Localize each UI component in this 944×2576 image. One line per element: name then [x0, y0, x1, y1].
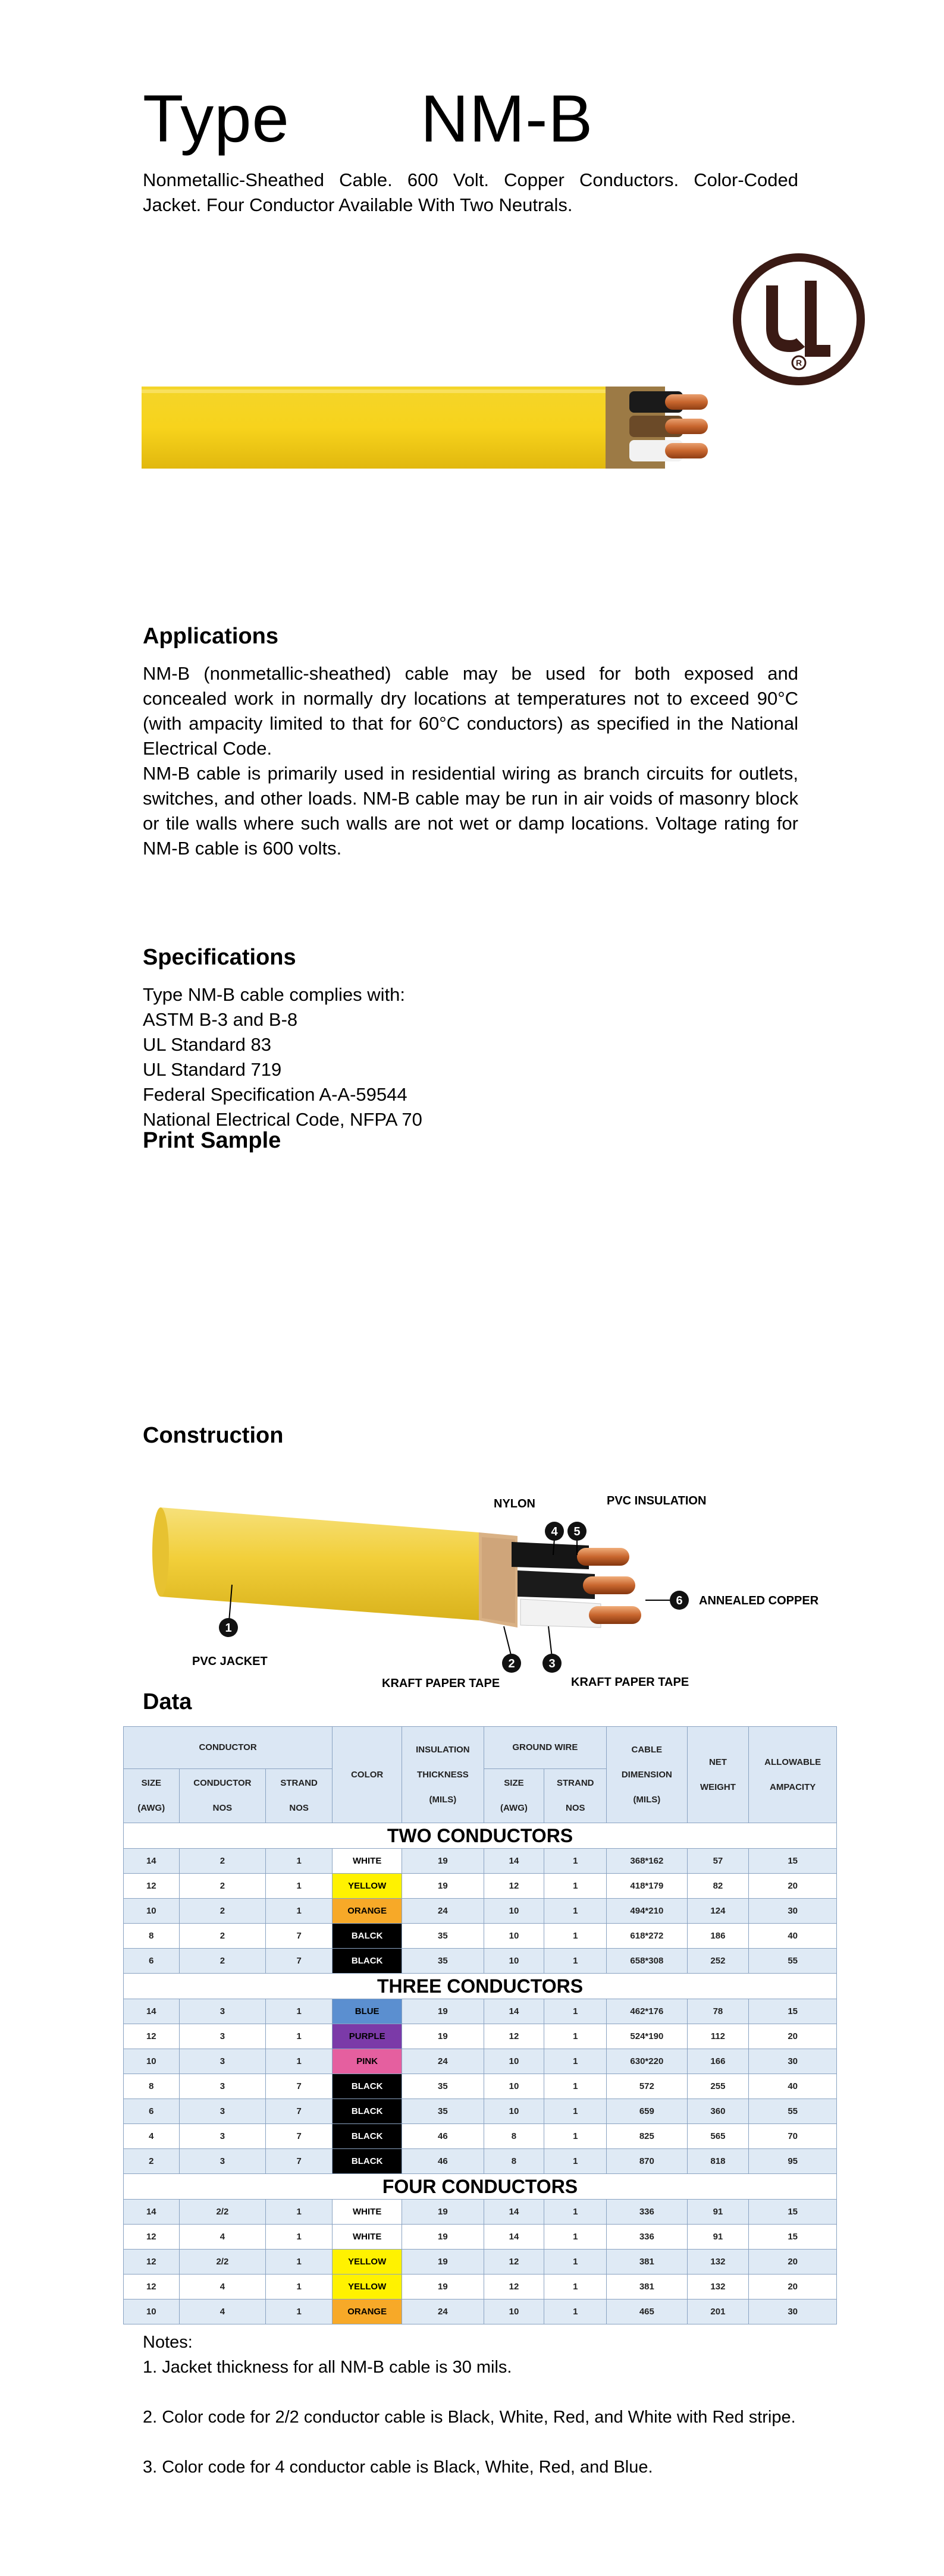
cell-nos: 2 [179, 1849, 266, 1874]
applications-paragraph-2: NM-B cable is primarily used in residential wiring as branch circuits for outlets, switches, and other loads. NM-B cable may be run in air voids of masonry block or tile walls where such walls are not wet or damp locations. Voltage rating for NM-B cable is 600 volts. [143, 763, 798, 859]
cell-weight: 91 [687, 2200, 749, 2225]
cell-g-strand: 1 [544, 2299, 607, 2324]
header-strand [266, 1769, 333, 1823]
cell-g-size: 14 [484, 1999, 544, 2024]
print-sample-heading: Print Sample [143, 1128, 281, 1153]
callout-6-number: 6 [676, 1594, 683, 1607]
cell-weight: 186 [687, 1924, 749, 1949]
cell-size: 12 [124, 2225, 180, 2250]
cell-nos: 2 [179, 1874, 266, 1899]
header-amp-line: ALLOWABLE [764, 1757, 821, 1767]
cell-strand: 1 [266, 1999, 333, 2024]
header-conductor: CONDUCTOR [124, 1727, 333, 1769]
cell-strand: 7 [266, 2124, 333, 2149]
cable-illustration [142, 369, 713, 470]
cell-weight: 57 [687, 1849, 749, 1874]
header-gstrand-line: NOS [566, 1803, 585, 1813]
cell-nos: 3 [179, 2049, 266, 2074]
callout-1 [219, 1618, 238, 1637]
color-swatch: PINK [333, 2049, 402, 2074]
cell-g-size: 10 [484, 2074, 544, 2099]
cell-strand: 7 [266, 2099, 333, 2124]
cell-strand: 1 [266, 2275, 333, 2299]
note-item: 2. Color code for 2/2 conductor cable is Black, White, Red, and White with Red stripe. [143, 2408, 796, 2427]
applications-heading: Applications [143, 624, 279, 649]
cell-g-size: 12 [484, 1874, 544, 1899]
color-swatch: BLUE [333, 1999, 402, 2024]
cell-dim: 336 [607, 2225, 687, 2250]
table-row [124, 1899, 837, 1924]
cell-ins: 19 [402, 2024, 484, 2049]
cell-strand: 1 [266, 2049, 333, 2074]
cell-g-size: 14 [484, 1849, 544, 1874]
header-size-line: SIZE [141, 1778, 161, 1788]
cell-strand: 1 [266, 2200, 333, 2225]
cell-nos: 2 [179, 1899, 266, 1924]
header-gsize-line: (AWG) [500, 1803, 528, 1813]
table-row [124, 2049, 837, 2074]
color-swatch: PURPLE [333, 2024, 402, 2049]
cell-amp: 15 [749, 1999, 837, 2024]
cell-dim: 658*308 [607, 1949, 687, 1974]
cell-ins: 46 [402, 2124, 484, 2149]
table-row [124, 1849, 837, 1874]
cell-size: 12 [124, 1874, 180, 1899]
label-annealed-copper: ANNEALED COPPER [699, 1594, 819, 1607]
cell-weight: 82 [687, 1874, 749, 1899]
header-net-line: WEIGHT [700, 1782, 736, 1792]
cell-g-strand: 1 [544, 1874, 607, 1899]
page-title [143, 80, 594, 158]
cell-nos: 3 [179, 2124, 266, 2149]
cell-amp: 40 [749, 1924, 837, 1949]
cell-ins: 35 [402, 2074, 484, 2099]
specifications-heading: Specifications [143, 945, 296, 970]
cell-g-strand: 1 [544, 2049, 607, 2074]
cell-strand: 7 [266, 2149, 333, 2174]
label-pvc-insulation: PVC INSULATION [607, 1494, 707, 1507]
spec-line: Federal Specification A-A-59544 [143, 1084, 407, 1105]
callout-2-number: 2 [508, 1657, 515, 1670]
cell-size: 8 [124, 1924, 180, 1949]
header-insulation-line: INSULATION [416, 1744, 470, 1755]
cell-g-strand: 1 [544, 2250, 607, 2275]
header-cable-line: CABLE [631, 1744, 663, 1755]
color-swatch: YELLOW [333, 2275, 402, 2299]
cell-dim: 381 [607, 2250, 687, 2275]
callout-4 [545, 1522, 564, 1541]
table-row [124, 2250, 837, 2275]
cell-weight: 124 [687, 1899, 749, 1924]
cell-amp: 30 [749, 1899, 837, 1924]
data-table-body [124, 1823, 837, 2324]
table-row [124, 1999, 837, 2024]
table-row [124, 2149, 837, 2174]
spec-line: UL Standard 719 [143, 1059, 282, 1080]
cell-amp: 15 [749, 2225, 837, 2250]
applications-text [143, 661, 798, 861]
cell-size: 10 [124, 2049, 180, 2074]
cell-amp: 20 [749, 2250, 837, 2275]
cell-size: 10 [124, 2299, 180, 2324]
cell-dim: 336 [607, 2200, 687, 2225]
cell-ins: 19 [402, 2275, 484, 2299]
construction-heading: Construction [143, 1423, 284, 1448]
header-color: COLOR [333, 1727, 402, 1823]
color-swatch: WHITE [333, 2225, 402, 2250]
cell-weight: 360 [687, 2099, 749, 2124]
cell-strand: 1 [266, 2250, 333, 2275]
table-row [124, 1924, 837, 1949]
header-ground-strand [544, 1769, 607, 1823]
cell-ins: 46 [402, 2149, 484, 2174]
header-ampacity [749, 1727, 837, 1823]
cell-dim: 870 [607, 2149, 687, 2174]
applications-paragraph-1: NM-B (nonmetallic-sheathed) cable may be used for both exposed and concealed work in normally dry locations at temperatures not to exceed 90°C (with ampacity limited to that for 60°C conductors) as specified in the National Electrical Code. [143, 663, 798, 759]
table-row [124, 2275, 837, 2299]
cell-weight: 112 [687, 2024, 749, 2049]
cell-dim: 465 [607, 2299, 687, 2324]
cell-size: 12 [124, 2275, 180, 2299]
cell-dim: 494*210 [607, 1899, 687, 1924]
cell-g-strand: 1 [544, 1899, 607, 1924]
header-insulation-line: THICKNESS [417, 1769, 469, 1780]
cell-g-size: 12 [484, 2250, 544, 2275]
cell-amp: 95 [749, 2149, 837, 2174]
cell-ins: 19 [402, 2200, 484, 2225]
spec-line: National Electrical Code, NFPA 70 [143, 1109, 422, 1130]
table-row [124, 2225, 837, 2250]
group-row [124, 1974, 837, 1999]
callout-5 [567, 1522, 587, 1541]
cell-strand: 1 [266, 2024, 333, 2049]
cell-nos: 2/2 [179, 2200, 266, 2225]
header-gsize-line: SIZE [504, 1778, 524, 1788]
cell-size: 6 [124, 1949, 180, 1974]
cell-ins: 19 [402, 2250, 484, 2275]
cell-dim: 618*272 [607, 1924, 687, 1949]
cell-ins: 35 [402, 1924, 484, 1949]
table-row [124, 1874, 837, 1899]
cell-ins: 24 [402, 2299, 484, 2324]
cell-amp: 40 [749, 2074, 837, 2099]
label-kraft-paper-tape-2: KRAFT PAPER TAPE [571, 1676, 689, 1689]
cell-strand: 1 [266, 1874, 333, 1899]
header-insulation-line: (MILS) [429, 1794, 457, 1805]
cell-amp: 15 [749, 2200, 837, 2225]
color-swatch: YELLOW [333, 1874, 402, 1899]
cell-amp: 20 [749, 1874, 837, 1899]
header-cable-line: (MILS) [633, 1794, 661, 1805]
cell-g-size: 12 [484, 2024, 544, 2049]
ul-logo [730, 251, 867, 388]
cell-weight: 201 [687, 2299, 749, 2324]
cell-ins: 35 [402, 1949, 484, 1974]
header-nos-line: CONDUCTOR [193, 1778, 252, 1788]
cell-amp: 30 [749, 2299, 837, 2324]
header-strand-line: STRAND [280, 1778, 318, 1788]
header-cable-dimension [607, 1727, 687, 1823]
cell-g-strand: 1 [544, 1924, 607, 1949]
cell-amp: 55 [749, 2099, 837, 2124]
header-gstrand-line: STRAND [557, 1778, 594, 1788]
header-net-line: NET [708, 1757, 727, 1767]
table-row [124, 1949, 837, 1974]
cell-strand: 7 [266, 2074, 333, 2099]
cell-g-strand: 1 [544, 2275, 607, 2299]
cell-nos: 4 [179, 2275, 266, 2299]
cell-g-strand: 1 [544, 2024, 607, 2049]
header-ground-size [484, 1769, 544, 1823]
cell-g-strand: 1 [544, 2225, 607, 2250]
cell-weight: 166 [687, 2049, 749, 2074]
cell-dim: 659 [607, 2099, 687, 2124]
callout-5-number: 5 [573, 1525, 581, 1538]
spec-line: Type NM-B cable complies with: [143, 984, 406, 1005]
cell-size: 14 [124, 1999, 180, 2024]
cell-weight: 252 [687, 1949, 749, 1974]
cell-weight: 255 [687, 2074, 749, 2099]
cell-nos: 3 [179, 2149, 266, 2174]
cell-strand: 1 [266, 2299, 333, 2324]
cell-g-strand: 1 [544, 2149, 607, 2174]
cell-amp: 20 [749, 2275, 837, 2299]
color-swatch: BLACK [333, 2149, 402, 2174]
cell-g-size: 10 [484, 1924, 544, 1949]
color-swatch: BALCK [333, 1924, 402, 1949]
cell-g-size: 10 [484, 2049, 544, 2074]
cell-strand: 1 [266, 1849, 333, 1874]
cell-g-size: 12 [484, 2275, 544, 2299]
cell-nos: 2 [179, 1949, 266, 1974]
cell-dim: 368*162 [607, 1849, 687, 1874]
cell-strand: 1 [266, 2225, 333, 2250]
callout-2 [502, 1654, 521, 1673]
header-nos-line: NOS [212, 1803, 233, 1813]
header-conductor-nos [179, 1769, 266, 1823]
cell-nos: 3 [179, 2099, 266, 2124]
color-swatch: BLACK [333, 1949, 402, 1974]
cell-dim: 825 [607, 2124, 687, 2149]
cell-g-size: 14 [484, 2200, 544, 2225]
cell-strand: 7 [266, 1924, 333, 1949]
cell-size: 12 [124, 2250, 180, 2275]
cell-g-size: 10 [484, 2099, 544, 2124]
header-amp-line: AMPACITY [770, 1782, 816, 1792]
spec-line: ASTM B-3 and B-8 [143, 1009, 298, 1030]
callout-4-number: 4 [551, 1525, 558, 1538]
header-ground-wire: GROUND WIRE [484, 1727, 607, 1769]
cell-dim: 524*190 [607, 2024, 687, 2049]
svg-text:R: R [795, 358, 802, 367]
notes-heading: Notes: [143, 2333, 193, 2352]
label-nylon: NYLON [494, 1497, 535, 1510]
cell-nos: 4 [179, 2299, 266, 2324]
header-size-line: (AWG) [137, 1803, 165, 1813]
cell-weight: 818 [687, 2149, 749, 2174]
data-heading: Data [143, 1689, 192, 1714]
cell-dim: 572 [607, 2074, 687, 2099]
note-item: 1. Jacket thickness for all NM-B cable is 30 mils. [143, 2358, 512, 2377]
cell-g-size: 8 [484, 2149, 544, 2174]
cell-g-strand: 1 [544, 2099, 607, 2124]
cell-ins: 24 [402, 2049, 484, 2074]
cell-nos: 3 [179, 1999, 266, 2024]
table-row [124, 2299, 837, 2324]
group-row [124, 2174, 837, 2200]
cell-g-size: 14 [484, 2225, 544, 2250]
cell-amp: 20 [749, 2024, 837, 2049]
specifications-list [143, 982, 422, 1132]
cell-g-size: 10 [484, 2299, 544, 2324]
cell-size: 4 [124, 2124, 180, 2149]
cell-g-size: 10 [484, 1949, 544, 1974]
cell-ins: 19 [402, 1999, 484, 2024]
table-row [124, 2099, 837, 2124]
color-swatch: YELLOW [333, 2250, 402, 2275]
cell-size: 10 [124, 1899, 180, 1924]
header-net-weight [687, 1727, 749, 1823]
color-swatch: BLACK [333, 2124, 402, 2149]
cell-size: 12 [124, 2024, 180, 2049]
cell-g-strand: 1 [544, 1849, 607, 1874]
header-strand-line: NOS [289, 1803, 309, 1813]
callout-1-number: 1 [225, 1622, 232, 1635]
cell-g-strand: 1 [544, 1949, 607, 1974]
callout-3 [542, 1654, 562, 1673]
construction-diagram [137, 1472, 821, 1698]
cell-weight: 565 [687, 2124, 749, 2149]
cell-amp: 70 [749, 2124, 837, 2149]
cell-weight: 132 [687, 2275, 749, 2299]
cell-dim: 462*176 [607, 1999, 687, 2024]
cell-size: 6 [124, 2099, 180, 2124]
header-cable-line: DIMENSION [621, 1769, 672, 1780]
cell-dim: 381 [607, 2275, 687, 2299]
label-pvc-jacket: PVC JACKET [192, 1655, 268, 1668]
data-table [123, 1726, 837, 2324]
header-insulation [402, 1727, 484, 1823]
cell-dim: 418*179 [607, 1874, 687, 1899]
spec-line: UL Standard 83 [143, 1034, 272, 1055]
color-swatch: ORANGE [333, 2299, 402, 2324]
group-title: FOUR CONDUCTORS [124, 2174, 837, 2200]
group-row [124, 1823, 837, 1849]
group-title: THREE CONDUCTORS [124, 1974, 837, 1999]
callout-3-number: 3 [548, 1657, 556, 1670]
title-code: NM-B [421, 81, 594, 156]
cell-g-strand: 1 [544, 2200, 607, 2225]
color-swatch: WHITE [333, 2200, 402, 2225]
cell-dim: 630*220 [607, 2049, 687, 2074]
cell-strand: 1 [266, 1899, 333, 1924]
cell-ins: 19 [402, 1849, 484, 1874]
cell-size: 8 [124, 2074, 180, 2099]
note-item: 3. Color code for 4 conductor cable is Black, White, Red, and Blue. [143, 2458, 653, 2477]
color-swatch: BLACK [333, 2074, 402, 2099]
group-title: TWO CONDUCTORS [124, 1823, 837, 1849]
cell-weight: 132 [687, 2250, 749, 2275]
cell-ins: 19 [402, 2225, 484, 2250]
color-swatch: ORANGE [333, 1899, 402, 1924]
cell-nos: 4 [179, 2225, 266, 2250]
table-row [124, 2124, 837, 2149]
cell-amp: 15 [749, 1849, 837, 1874]
callout-6 [670, 1591, 689, 1610]
cell-nos: 2/2 [179, 2250, 266, 2275]
color-swatch: WHITE [333, 1849, 402, 1874]
cell-g-size: 10 [484, 1899, 544, 1924]
cell-size: 14 [124, 2200, 180, 2225]
cell-g-strand: 1 [544, 1999, 607, 2024]
title-word: Type [143, 81, 290, 156]
cell-g-size: 8 [484, 2124, 544, 2149]
cell-ins: 24 [402, 1899, 484, 1924]
cell-nos: 2 [179, 1924, 266, 1949]
cell-size: 2 [124, 2149, 180, 2174]
cell-ins: 19 [402, 1874, 484, 1899]
cell-ins: 35 [402, 2099, 484, 2124]
certification-mark: UL [730, 251, 732, 252]
label-kraft-paper-tape-1: KRAFT PAPER TAPE [382, 1677, 500, 1690]
cell-nos: 3 [179, 2024, 266, 2049]
product-subtitle: Nonmetallic-Sheathed Cable. 600 Volt. Copper Conductors. Color-Coded Jacket. Four Conductor Available With Two Neutrals. [143, 169, 798, 215]
notes [143, 2330, 796, 2480]
cell-strand: 7 [266, 1949, 333, 1974]
cell-amp: 55 [749, 1949, 837, 1974]
table-row [124, 2024, 837, 2049]
table-row [124, 2074, 837, 2099]
cell-size: 14 [124, 1849, 180, 1874]
cell-weight: 78 [687, 1999, 749, 2024]
header-size [124, 1769, 180, 1823]
cell-g-strand: 1 [544, 2074, 607, 2099]
cell-amp: 30 [749, 2049, 837, 2074]
table-row [124, 2200, 837, 2225]
cell-g-strand: 1 [544, 2124, 607, 2149]
color-swatch: BLACK [333, 2099, 402, 2124]
cell-nos: 3 [179, 2074, 266, 2099]
cell-weight: 91 [687, 2225, 749, 2250]
